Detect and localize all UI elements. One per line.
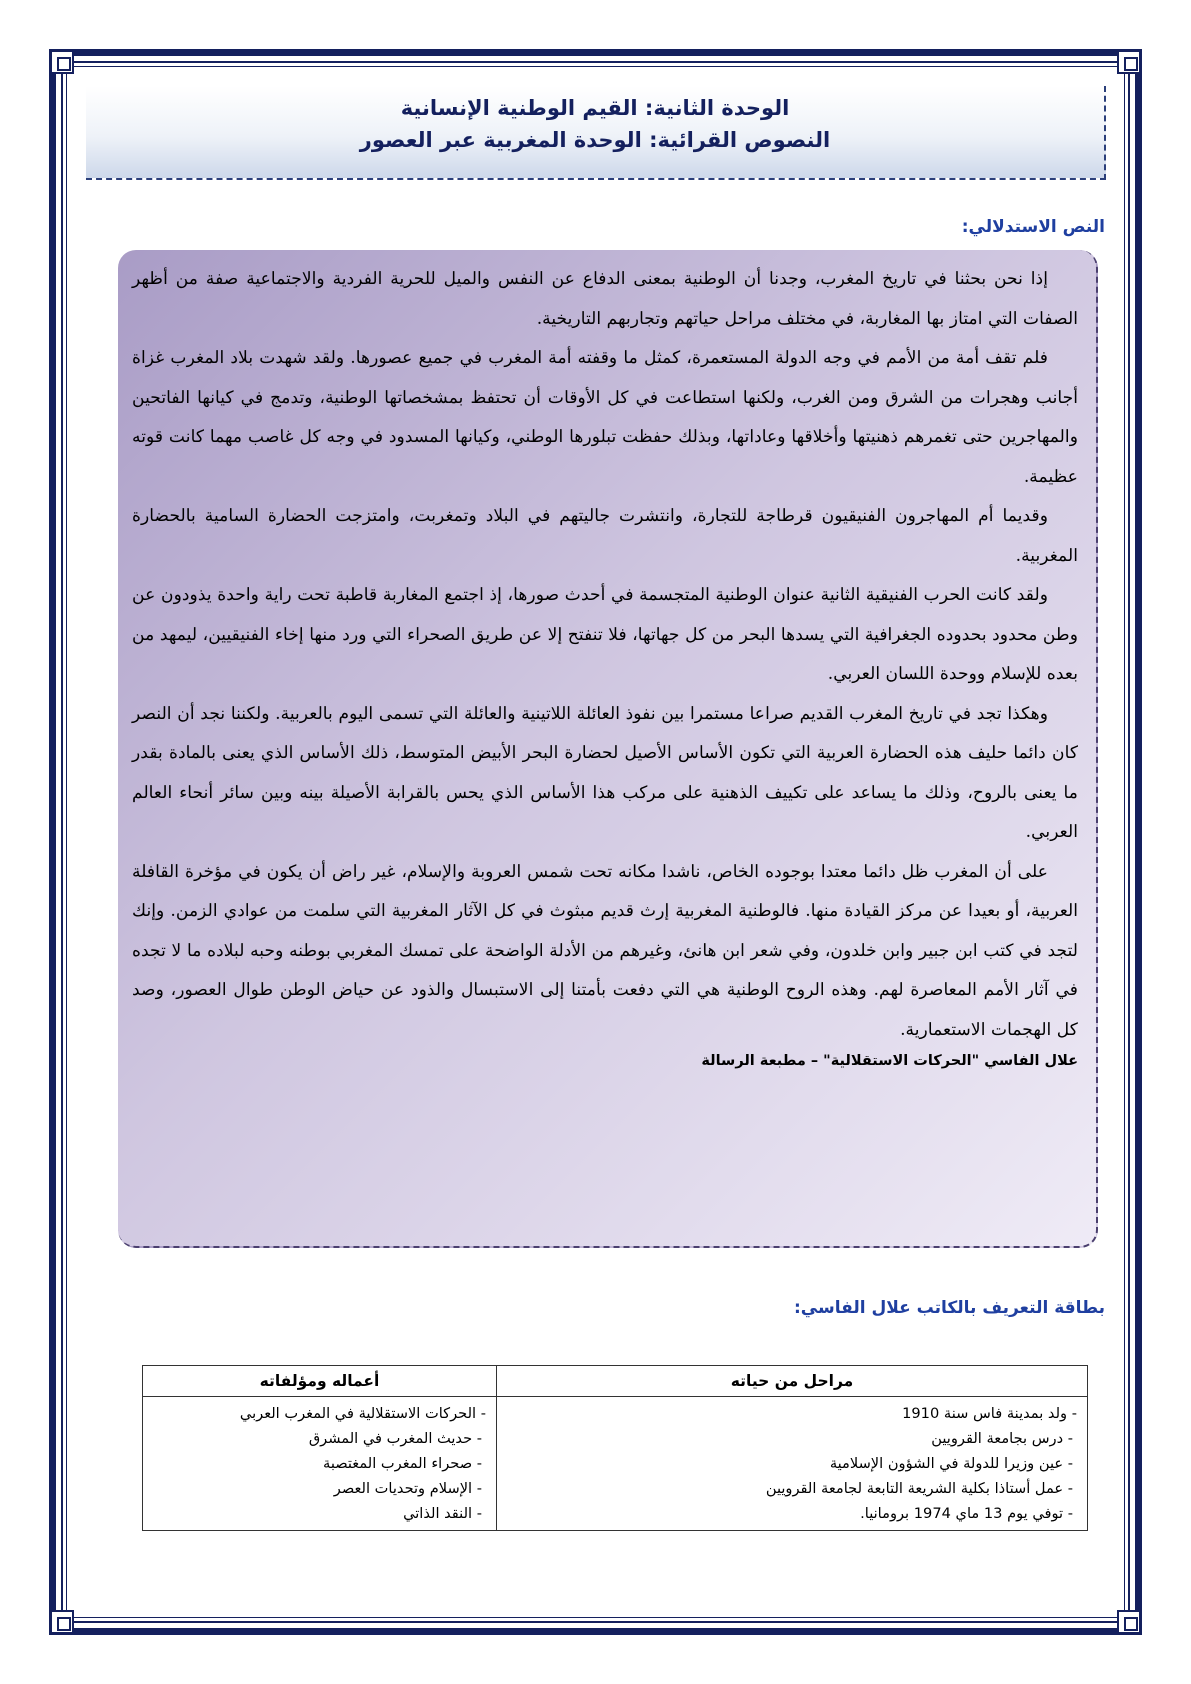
list-item: - ولد بمدينة فاس سنة 1910 <box>902 1405 1077 1422</box>
paragraph: وقديما أم المهاجرون الفنيقيون قرطاجة للتجارة، وانتشرت جاليتهم في البلاد وتمغربت، وامتزجت الحضارة السامية بالحضارة المغربية. <box>132 506 1078 566</box>
list-item: - عمل أستاذا بكلية الشريعة التابعة لجامعة القرويين <box>765 1480 1073 1497</box>
unit-title: الوحدة الثانية: القيم الوطنية الإنسانية <box>400 96 790 120</box>
paragraph: فلم تقف أمة من الأمم في وجه الدولة المستعمرة، كمثل ما وقفته أمة المغرب في جميع عصورها. ولقد شهدت بلاد المغرب غزاة أجانب وهجرات من الشرق ومن الغرب، ولكنها استطاعت في كل الأوقات أن تحتفظ بمشخصاتها الوطنية، وتدمج في كيانها الفاتحين والمهاجرين حتى تغمرهم ذهنيتها وأخلاقها وعاداتها، وبذلك حفظت تبلورها الوطني، وكيانها المسدود في وجه كل غاصب مهما كانت قوته عظيمة. <box>132 348 1078 487</box>
bio-section-heading: بطاقة التعريف بالكاتب علال الفاسي: <box>793 1298 1105 1318</box>
author-bio-table <box>142 1365 1088 1531</box>
corner-ornament <box>1117 50 1141 74</box>
text-section-heading: النص الاستدلالي: <box>961 217 1105 237</box>
paragraph: ولقد كانت الحرب الفنيقية الثانية عنوان الوطنية المتجسمة في أحدث صورها، إذ اجتمع المغاربة قاطبة تحت راية واحدة يذودون عن وطن محدود بحدوده الجغرافية التي يسدها البحر من كل جهاتها، فلا تنفتح إلا عن طريق الصحراء التي ورد منها إخاء الفنيقيين، ليمهد من بعده للإسلام ووحدة اللسان العربي. <box>132 585 1078 684</box>
life-stages-cell <box>497 1397 1088 1531</box>
paragraph: على أن المغرب ظل دائما معتدا بوجوده الخاص، ناشدا مكانه تحت شمس العروبة والإسلام، غير راض أن يكون في مؤخرة القافلة العربية، أو بعيدا عن مركز القيادة منها. فالوطنية المغربية إرث قديم مبثوث في كل الآثار المغربية التي سلمت من عوادي الزمن. وإنك لتجد في كتب ابن جبير وابن خلدون، وفي شعر ابن هانئ، وغيرهم من الأدلة الواضحة على تمسك المغربي بوطنه وحبه لبلاده ما لا تجده في آثار الأمم المعاصرة لهم. وهذه الروح الوطنية هي التي دفعت بأمتنا إلى الاستبسال والذود عن حياض الوطن طوال العصور، وصد كل الهجمات الاستعمارية. <box>132 861 1078 1040</box>
list-item: - النقد الذاتي <box>403 1505 482 1522</box>
list-item: - الحركات الاستقلالية في المغرب العربي <box>239 1405 486 1422</box>
list-item: - درس بجامعة القرويين <box>931 1430 1073 1447</box>
list-item: - توفي يوم 13 ماي 1974 برومانيا. <box>860 1505 1073 1522</box>
paragraph: وهكذا تجد في تاريخ المغرب القديم صراعا مستمرا بين نفوذ العائلة اللاتينية والعائلة التي تسمى اليوم بالعربية. ولكننا نجد أن النصر كان دائما حليف هذه الحضارة العربية التي تكون الأساس الأصيل لحضارة البحر الأبيض المتوسط، ذلك الأساس الذي يعنى بالمادة بقدر ما يعنى بالروح، وذلك ما يساعد على تكييف الذهنية على مركب هذا الأساس الذي يحس بالقرابة الأصيلة بينه وبين سائر أنحاء العالم العربي. <box>132 703 1078 842</box>
corner-ornament <box>1117 1610 1141 1634</box>
paragraph: إذا نحن بحثنا في تاريخ المغرب، وجدنا أن الوطنية بمعنى الدفاع عن النفس والميل للحرية الفردية والاجتماعية صفة من أظهر الصفات التي امتاز بها المغاربة، في مختلف مراحل حياتهم وتجاربهم التاريخية. <box>132 269 1078 329</box>
list-item: - صحراء المغرب المغتصبة <box>323 1455 482 1472</box>
list-item: - حديث المغرب في المشرق <box>308 1430 482 1447</box>
reading-title: النصوص القرائية: الوحدة المغربية عبر العصور <box>359 128 831 152</box>
table-header-row <box>143 1366 1088 1397</box>
reading-text-box <box>118 250 1098 1248</box>
text-source: علال الفاسي "الحركات الاستقلالية" – مطبعة الرسالة <box>701 1053 1078 1069</box>
corner-ornament <box>50 50 74 74</box>
column-header-life: مراحل من حياته <box>497 1366 1088 1397</box>
corner-ornament <box>50 1610 74 1634</box>
works-cell <box>143 1397 497 1531</box>
column-header-works: أعماله ومؤلفاته <box>143 1366 497 1397</box>
header-banner <box>86 86 1106 180</box>
list-item: - عين وزيرا للدولة في الشؤون الإسلامية <box>829 1455 1073 1472</box>
table-row <box>143 1397 1088 1531</box>
list-item: - الإسلام وتحديات العصر <box>333 1480 482 1497</box>
